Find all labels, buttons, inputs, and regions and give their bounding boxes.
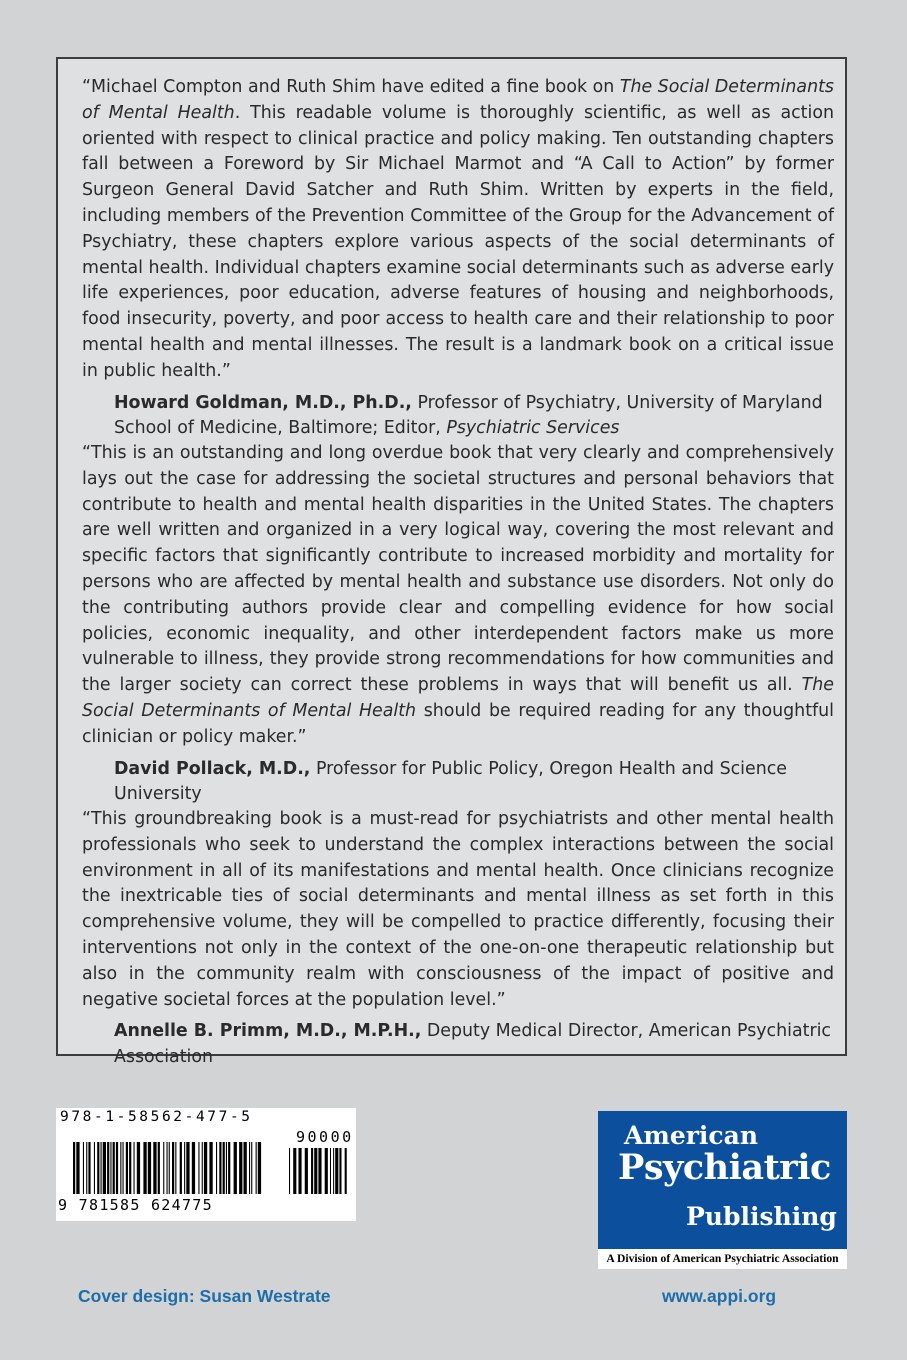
barcode-bar	[202, 1142, 203, 1194]
barcode-bar	[289, 1148, 290, 1194]
quote-attribution	[82, 1019, 834, 1071]
barcode-bar	[258, 1142, 261, 1194]
barcode-bar	[226, 1142, 227, 1194]
text-run: “This groundbreaking book is a must-read for psychiatrists and other mental health professionals who seek to understand the complex interactions between the social environment in all of its manifestations and mental health. Once clinicians recognize the inextricable ties of social determinants and mental illness as set forth in this comprehensive volume, they will be compelled to practice differently, focusing their interventions not only in the context of the one-on-one therapeutic relationship but also in the community realm with consciousness of the impact of positive and negative societal forces at the population level.”	[82, 809, 834, 1010]
italic-title: Psychiatric Services	[446, 418, 620, 439]
barcode-bar	[251, 1142, 252, 1194]
barcode-bar	[120, 1142, 121, 1194]
barcode-bar	[333, 1148, 334, 1194]
barcode-bar	[330, 1148, 331, 1194]
barcode-bar	[256, 1142, 257, 1194]
barcode-bar	[175, 1142, 176, 1194]
barcode-bar	[110, 1142, 111, 1194]
price-code: 90000	[296, 1128, 354, 1146]
barcode-bar	[137, 1142, 140, 1194]
barcode-bar	[219, 1142, 221, 1194]
barcode-bar	[216, 1142, 217, 1194]
barcode-bar	[314, 1148, 317, 1194]
addon-barcode	[289, 1148, 349, 1194]
barcode-bar	[97, 1142, 99, 1194]
cover-design-credit: Cover design: Susan Westrate	[78, 1286, 331, 1306]
text-run: . This readable volume is thoroughly scientific, as well as action oriented with respect to clinical practice and policy making. Ten outstanding chapters fall between a Foreword by Sir Michael Marmot and “A Call to Action” by former Surgeon General David Satcher and Ruth Shim. Written by experts in the field, including members of the Prevention Committee of the Group for the Advancement of Psychiatry, these chapters explore various aspects of the social determinants of mental health. Individual chapters examine social determinants such as adverse early life experiences, poor education, adverse features of housing and neighborhoods, food insecurity, poverty, and poor access to health care and their relationship to poor mental health and mental illnesses. The result is a landmark book on a critical issue in public health.”	[82, 102, 835, 381]
barcode-bar	[345, 1148, 347, 1194]
barcode-bar	[113, 1142, 115, 1194]
barcode-bar	[103, 1142, 106, 1194]
barcode-bar	[335, 1148, 338, 1194]
logo-line-american: American	[624, 1121, 759, 1150]
quote-author: Annelle B. Primm, M.D., M.P.H.,	[114, 1021, 422, 1042]
barcode-bar	[339, 1148, 341, 1194]
logo-line-psychiatric: Psychiatric	[618, 1147, 831, 1188]
barcode-bar	[223, 1142, 225, 1194]
logo-subtitle: A Division of American Psychiatric Association	[606, 1252, 839, 1265]
barcode-bar	[76, 1142, 79, 1194]
barcode-bar	[239, 1142, 242, 1194]
barcode-bar	[101, 1142, 102, 1194]
barcode-bar	[298, 1148, 301, 1194]
barcode-bar	[123, 1142, 124, 1194]
ean-barcode	[73, 1142, 285, 1194]
barcode-panel	[56, 1108, 356, 1221]
barcode-bar	[244, 1142, 247, 1194]
barcode-bar	[148, 1142, 151, 1194]
barcode-bar	[107, 1142, 109, 1194]
barcode-bar	[249, 1142, 250, 1194]
italic-title: The Social Determinants of Mental Health	[82, 77, 834, 123]
barcode-bar	[184, 1142, 185, 1194]
barcode-bar	[86, 1142, 87, 1194]
quote-attribution	[82, 757, 834, 809]
barcode-bar	[209, 1142, 212, 1194]
logo-panel	[598, 1111, 847, 1249]
quote-text	[82, 441, 834, 751]
endorsement-goldman	[82, 75, 834, 442]
barcode-bar	[169, 1142, 170, 1194]
quote-text	[82, 75, 834, 385]
quote-attribution	[82, 391, 834, 443]
barcode-bar	[116, 1142, 118, 1194]
barcode-bar	[192, 1142, 195, 1194]
text-run: “This is an outstanding and long overdue book that very clearly and comprehensively lays out the case for addressing the societal structures and personal behaviors that contribute to health and mental health disparities in the United States. The chapters are well written and organized in a very logical way, covering the most relevant and specific factors that significantly contribute to increased morbidity and mortality for persons who are affected by mental health and substance use disorders. Not only do the contributing authors provide clear and compelling evidence for how social policies, economic inequality, and other interdependent factors make us more vulnerable to illness, they provide strong recommendations for how communities and the larger society can correct these problems in ways that will benefit us all.	[82, 443, 834, 696]
ean-digits: 9 781585 624775	[58, 1196, 213, 1214]
barcode-bar	[134, 1142, 135, 1194]
website-url[interactable]: www.appi.org	[662, 1286, 777, 1306]
italic-title: The Social Determinants of Mental Health	[82, 675, 834, 721]
barcode-bar	[293, 1148, 296, 1194]
text-run: Professor of Psychiatry, University of Maryland School of Medicine, Baltimore; Editor,	[114, 392, 823, 439]
barcode-bar	[126, 1142, 128, 1194]
text-run: Professor for Public Policy, Oregon Health and Science University	[114, 758, 787, 805]
quote-text	[82, 807, 834, 1013]
barcode-bar	[172, 1142, 174, 1194]
text-run: Deputy Medical Director, American Psychiatric Association	[114, 1021, 831, 1068]
barcode-bar	[228, 1142, 230, 1194]
barcode-bar	[204, 1142, 207, 1194]
barcode-bar	[180, 1142, 182, 1194]
isbn-number: 978-1-58562-477-5	[60, 1109, 253, 1125]
barcode-bar	[325, 1148, 328, 1194]
barcode-bar	[167, 1142, 168, 1194]
barcode-bar	[198, 1142, 199, 1194]
endorsements-box	[56, 57, 847, 1068]
text-run: should be required reading for any thoughtful clinician or policy maker.”	[82, 700, 835, 747]
publisher-logo	[598, 1111, 847, 1269]
barcode-bar	[83, 1142, 84, 1194]
endorsement-primm	[82, 807, 834, 1071]
barcode-bar	[305, 1148, 308, 1194]
barcode-bar	[311, 1148, 313, 1194]
barcode-bar	[318, 1148, 321, 1194]
barcode-bar	[153, 1142, 156, 1194]
text-run: “Michael Compton and Ruth Shim have edited a fine book on	[82, 77, 620, 97]
barcode-bar	[88, 1142, 90, 1194]
barcode-bar	[129, 1142, 131, 1194]
barcode-bar	[163, 1142, 164, 1194]
barcode-bar	[94, 1142, 95, 1194]
quote-author: David Pollack, M.D.,	[114, 758, 311, 779]
endorsement-pollack	[82, 441, 834, 808]
barcode-bar	[73, 1142, 75, 1194]
barcode-bar	[186, 1142, 189, 1194]
barcode-bar	[143, 1142, 146, 1194]
quote-author: Howard Goldman, M.D., Ph.D.,	[114, 392, 412, 413]
barcode-bar	[158, 1142, 160, 1194]
barcode-bar	[234, 1142, 237, 1194]
logo-line-publishing: Publishing	[686, 1202, 837, 1231]
